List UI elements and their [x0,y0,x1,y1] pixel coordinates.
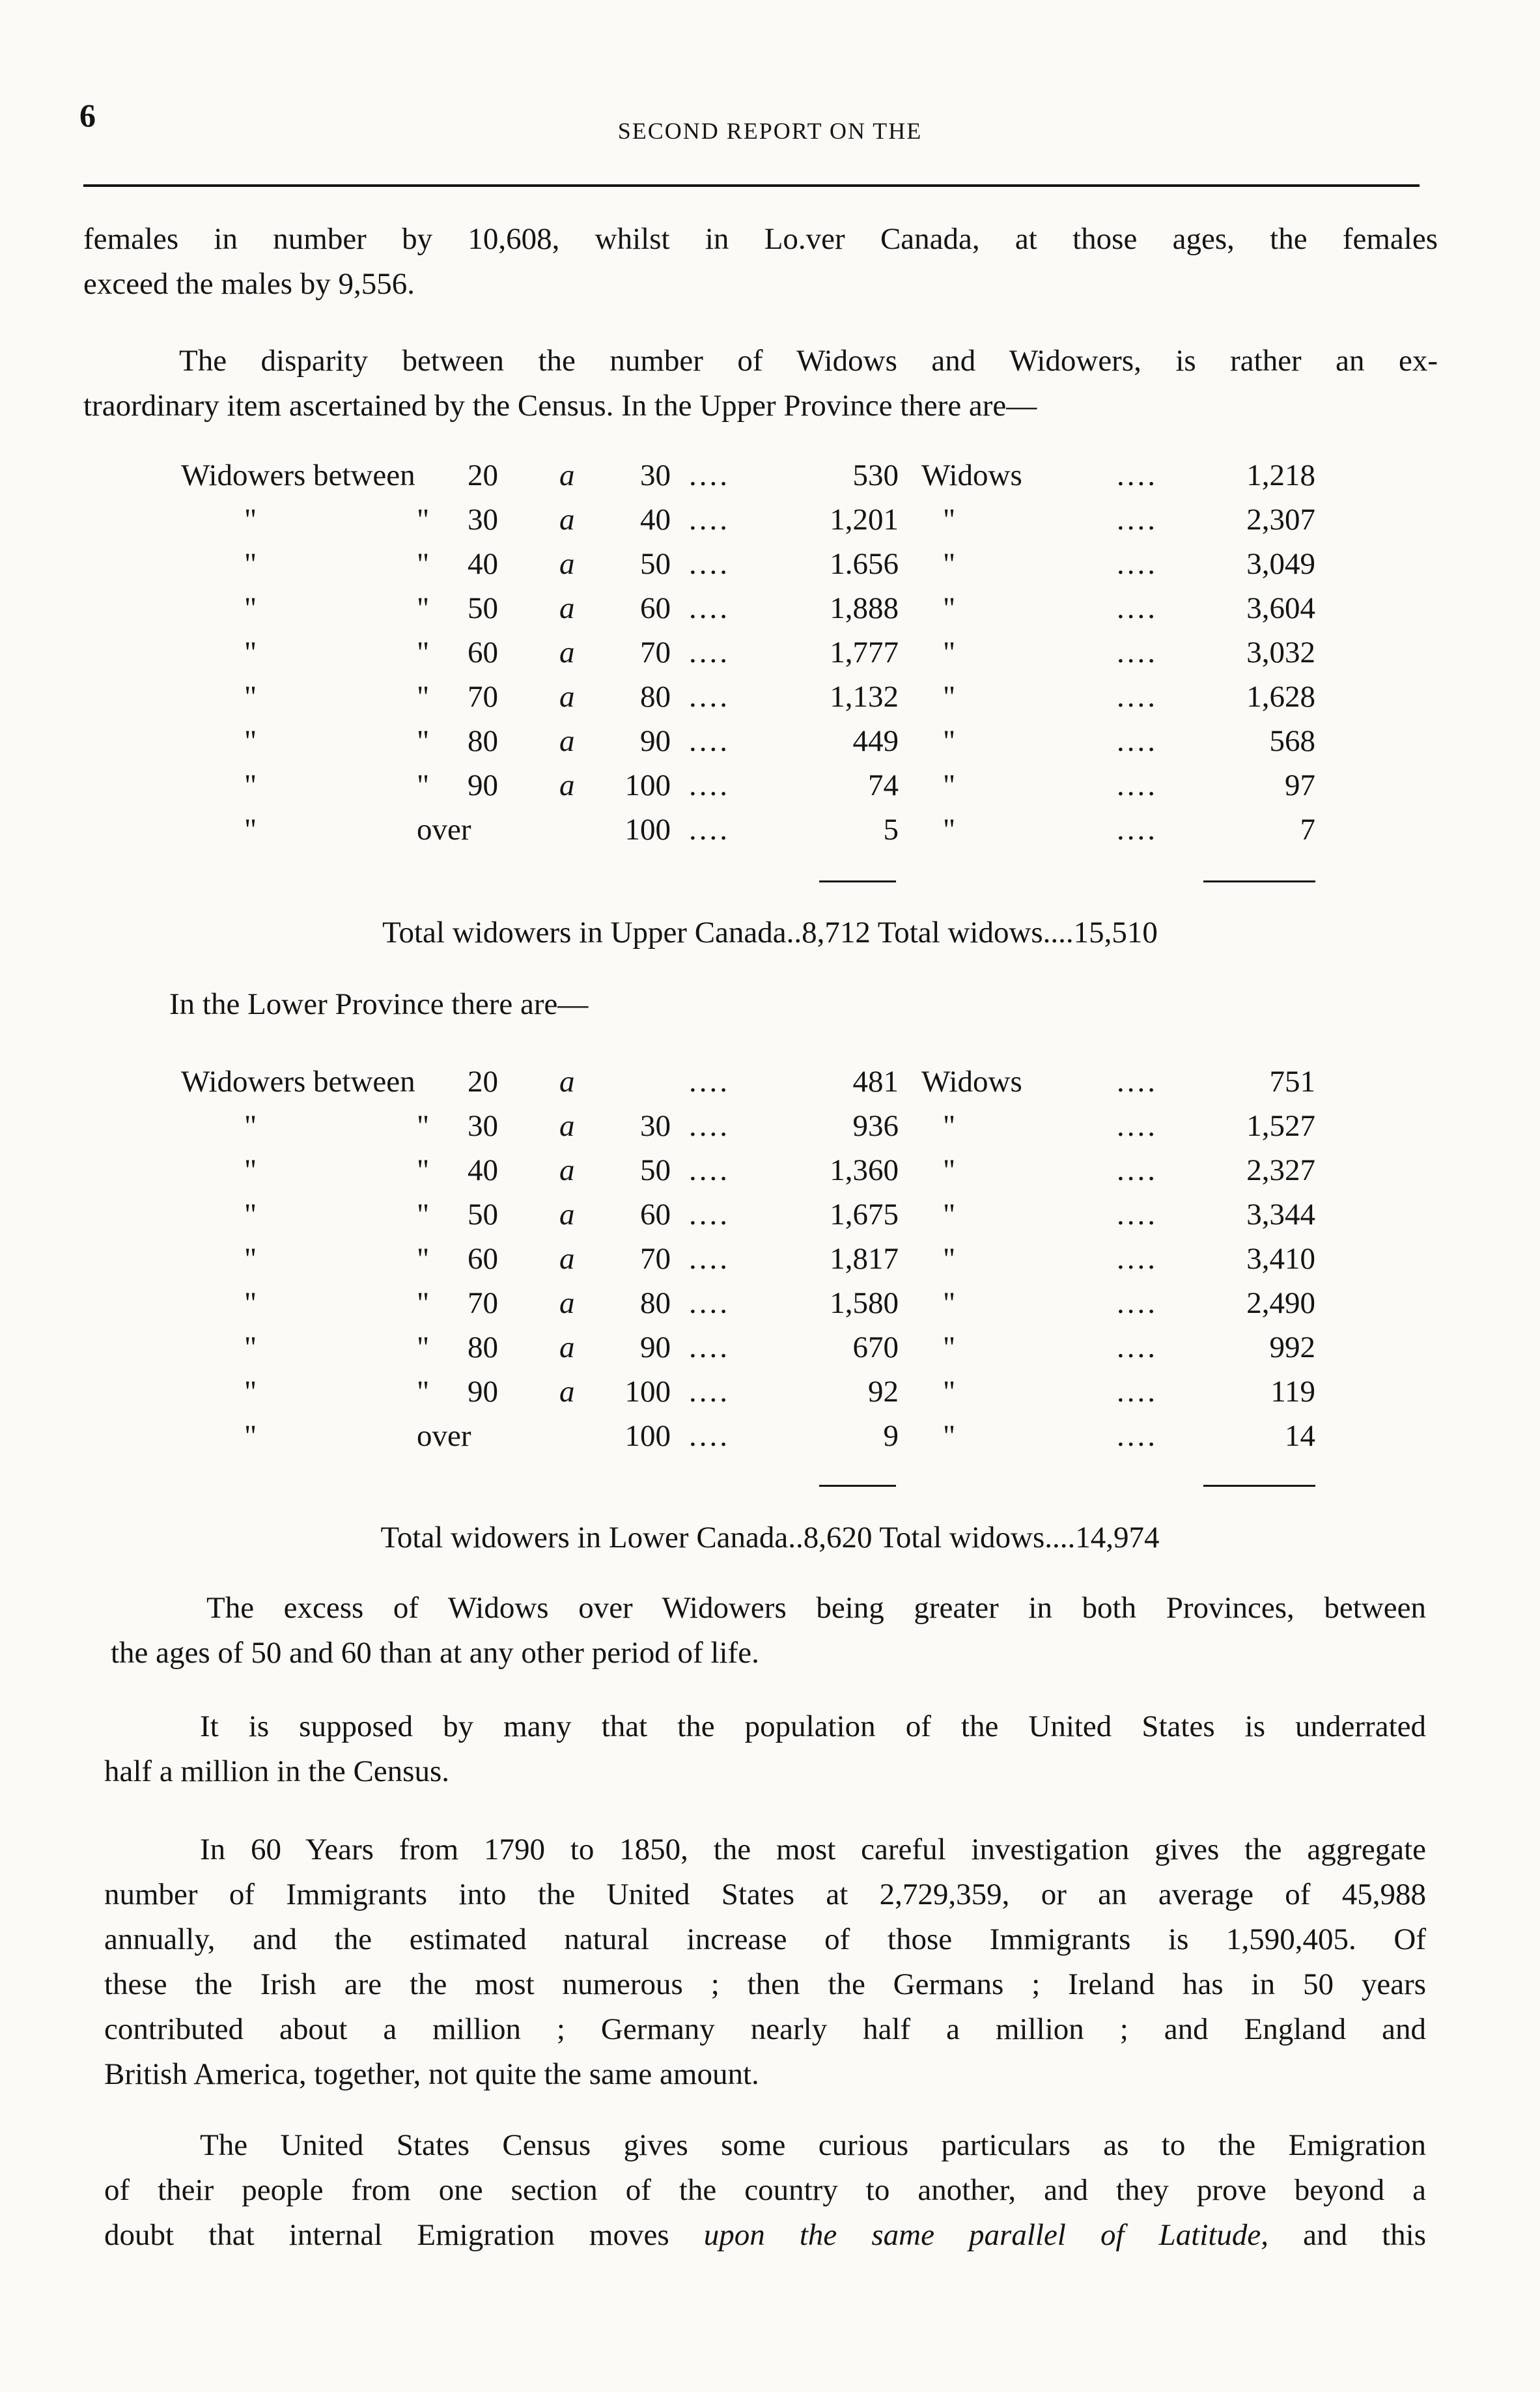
widows-count: 119 [1270,1375,1315,1409]
widowers-count: 670 [852,1330,899,1364]
text-run: and this [1268,2218,1426,2252]
sum-rule [819,880,896,882]
widowers-count: 1,817 [830,1242,899,1276]
text-line: of their people from one section of the country to another, and they prove beyond a [104,2173,1426,2207]
age-to: 40 [640,503,671,537]
table-row [0,1192,1540,1237]
leader-dots: .... [689,1419,730,1453]
age-from: 20 [468,458,498,492]
age-to: 30 [640,458,671,492]
ditto-mark: " [943,680,956,714]
leader-dots: .... [689,680,730,714]
ditto-mark: " [244,724,257,758]
age-connector: a [559,503,575,537]
age-from: 40 [468,547,498,581]
table-row [0,1325,1540,1370]
age-to: 100 [624,813,671,847]
leader-dots: .... [1117,680,1158,714]
table-row [0,542,1540,586]
leader-dots: .... [1117,1242,1158,1276]
text-line: In the Lower Province there are— [169,987,589,1021]
leader-dots: .... [1117,1375,1158,1409]
age-from: 80 [468,1330,498,1364]
widows-count: 1,218 [1246,458,1315,492]
sum-rule [819,1485,896,1487]
age-range-label: Widowers between [181,458,415,492]
ditto-mark: " [244,680,257,714]
sum-rule [1203,880,1315,882]
age-to: 100 [624,768,671,802]
widows-count: 97 [1285,768,1315,802]
ditto-mark: " [244,1286,257,1320]
over-label: over [417,1419,471,1453]
leader-dots: .... [1117,458,1158,492]
age-to: 80 [640,680,671,714]
age-to: 90 [640,724,671,758]
leader-dots: .... [689,547,730,581]
table-row [0,498,1540,542]
widows-label: Widows [921,1065,1022,1099]
widows-count: 2,327 [1246,1153,1315,1187]
ditto-mark: " [417,1153,430,1187]
widowers-count: 1,201 [830,503,899,537]
widowers-count: 1,132 [830,680,899,714]
widowers-count: 1.656 [830,547,899,581]
widowers-count: 481 [852,1065,899,1099]
text-line: The excess of Widows over Widowers being greater in both Provinces, between [206,1591,1426,1625]
leader-dots: .... [689,768,730,802]
widows-label: Widows [921,458,1022,492]
table-row [0,808,1540,852]
age-from: 90 [468,1375,498,1409]
age-connector: a [559,1198,575,1231]
text-line: annually, and the estimated natural increase of those Immigrants is 1,590,405. Of [104,1922,1426,1956]
ditto-mark: " [244,1375,257,1409]
widows-count: 1,628 [1246,680,1315,714]
widowers-count: 92 [868,1375,899,1409]
table-row [0,1104,1540,1148]
ditto-mark: " [943,636,956,669]
leader-dots: .... [689,724,730,758]
ditto-mark: " [943,1330,956,1364]
ditto-mark: " [417,1242,430,1276]
leader-dots: .... [1117,1065,1158,1099]
age-to: 70 [640,636,671,669]
age-from: 60 [468,636,498,669]
ditto-mark: " [943,547,956,581]
widowers-count: 936 [852,1109,899,1143]
ditto-mark: " [943,591,956,625]
ditto-mark: " [417,724,430,758]
age-to: 70 [640,1242,671,1276]
leader-dots: .... [1117,636,1158,669]
age-from: 30 [468,1109,498,1143]
leader-dots: .... [689,813,730,847]
widows-count: 7 [1300,813,1315,847]
text-line: half a million in the Census. [104,1754,449,1788]
age-connector: a [559,547,575,581]
age-to: 60 [640,591,671,625]
widowers-count: 9 [883,1419,899,1453]
age-from: 20 [468,1065,498,1099]
table-row [0,1060,1540,1104]
age-to: 50 [640,547,671,581]
ditto-mark: " [943,1375,956,1409]
widowers-count: 74 [868,768,899,802]
age-from: 30 [468,503,498,537]
age-connector: a [559,1109,575,1143]
paragraph-population [104,1704,1426,1794]
text-line: these the Irish are the most numerous ; then the Germans ; Ireland has in 50 years [104,1967,1426,2001]
sum-rule [1203,1485,1315,1487]
leader-dots: .... [689,1375,730,1409]
paragraph-continuation [83,217,1438,307]
widows-count: 1,527 [1246,1109,1315,1143]
age-to: 50 [640,1153,671,1187]
leader-dots: .... [1117,503,1158,537]
ditto-mark: " [943,1109,956,1143]
widowers-count: 1,777 [830,636,899,669]
age-to: 60 [640,1198,671,1231]
ditto-mark: " [244,547,257,581]
table-row [0,630,1540,675]
ditto-mark: " [943,768,956,802]
age-from: 40 [468,1153,498,1187]
age-connector: a [559,458,575,492]
table-row [0,586,1540,630]
ditto-mark: " [417,1375,430,1409]
table-row [0,1370,1540,1414]
age-from: 50 [468,591,498,625]
ditto-mark: " [244,1419,257,1453]
ditto-mark: " [244,503,257,537]
lower-total-line: Total widowers in Lower Canada..8,620 Total widows....14,974 [380,1521,1160,1555]
upper-total-line: Total widowers in Upper Canada..8,712 Total widows....15,510 [382,916,1158,950]
ditto-mark: " [943,813,956,847]
age-range-label: Widowers between [181,1065,415,1099]
widows-count: 2,307 [1246,503,1315,537]
leader-dots: .... [1117,1109,1158,1143]
leader-dots: .... [689,1242,730,1276]
age-to: 100 [624,1375,671,1409]
age-from: 60 [468,1242,498,1276]
ditto-mark: " [244,591,257,625]
text-line: the ages of 50 and 60 than at any other period of life. [111,1636,759,1670]
age-connector: a [559,636,575,669]
table-row [0,1414,1540,1458]
ditto-mark: " [417,1330,430,1364]
age-from: 70 [468,680,498,714]
leader-dots: .... [1117,547,1158,581]
age-from: 70 [468,1286,498,1320]
age-connector: a [559,724,575,758]
leader-dots: .... [689,636,730,669]
text-line: In 60 Years from 1790 to 1850, the most careful investigation gives the aggregate [200,1833,1426,1866]
text-line: It is supposed by many that the population of the United States is underrated [200,1710,1426,1743]
leader-dots: .... [1117,768,1158,802]
text-line: traordinary item ascertained by the Census. In the Upper Province there are— [83,389,1037,423]
age-connector: a [559,680,575,714]
widows-count: 14 [1285,1419,1315,1453]
ditto-mark: " [417,680,430,714]
leader-dots: .... [1117,1198,1158,1231]
leader-dots: .... [1117,724,1158,758]
ditto-mark: " [943,1419,956,1453]
ditto-mark: " [417,503,430,537]
text-line: contributed about a million ; Germany nearly half a million ; and England and [104,2012,1426,2046]
paragraph-emigration [104,2123,1426,2258]
ditto-mark: " [244,768,257,802]
leader-dots: .... [689,1330,730,1364]
ditto-mark: " [417,1198,430,1231]
leader-dots: .... [689,503,730,537]
ditto-mark: " [417,1286,430,1320]
leader-dots: .... [689,1286,730,1320]
age-connector: a [559,591,575,625]
leader-dots: .... [1117,1153,1158,1187]
text-line: The United States Census gives some curious particulars as to the Emigration [200,2128,1426,2162]
widows-count: 568 [1269,724,1315,758]
text-line [104,2213,1426,2258]
leader-dots: .... [689,591,730,625]
italic-run: upon the same parallel of Latitude, [703,2218,1269,2252]
age-from: 50 [468,1198,498,1231]
age-connector: a [559,1242,575,1276]
widowers-count: 1,888 [830,591,899,625]
age-connector: a [559,1153,575,1187]
ditto-mark: " [943,503,956,537]
page-number: 6 [79,97,96,134]
age-from: 90 [468,768,498,802]
ditto-mark: " [943,1286,956,1320]
header-rule [83,184,1420,187]
leader-dots: .... [689,1198,730,1231]
over-label: over [417,813,471,847]
text-line: exceed the males by 9,556. [83,267,415,301]
text-line: females in number by 10,608, whilst in Lo.ver Canada, at those ages, the females [83,222,1438,256]
widows-count: 751 [1269,1065,1315,1099]
table-row [0,1237,1540,1281]
leader-dots: .... [1117,591,1158,625]
table-row [0,675,1540,719]
widowers-count: 5 [883,813,899,847]
table-row [0,719,1540,763]
ditto-mark: " [244,1242,257,1276]
paragraph-immigrants [104,1827,1426,2097]
paragraph-excess [111,1586,1426,1676]
widowers-count: 1,580 [830,1286,899,1320]
text-line: The disparity between the number of Widows and Widowers, is rather an ex- [179,344,1438,378]
ditto-mark: " [244,636,257,669]
age-to: 100 [624,1419,671,1453]
table-row [0,1281,1540,1325]
age-to: 90 [640,1330,671,1364]
lower-province-intro [83,982,1438,1027]
paragraph-disparity [83,339,1438,429]
running-title: SECOND REPORT ON THE [617,118,923,144]
leader-dots: .... [689,1065,730,1099]
ditto-mark: " [417,1109,430,1143]
widowers-count: 1,675 [830,1198,899,1231]
age-from: 80 [468,724,498,758]
ditto-mark: " [244,813,257,847]
table-row [0,453,1540,498]
leader-dots: .... [689,458,730,492]
ditto-mark: " [244,1109,257,1143]
ditto-mark: " [943,1198,956,1231]
widows-count: 3,410 [1246,1242,1315,1276]
widowers-count: 530 [852,458,899,492]
ditto-mark: " [244,1198,257,1231]
age-to: 80 [640,1286,671,1320]
leader-dots: .... [1117,1286,1158,1320]
widows-count: 992 [1269,1330,1315,1364]
leader-dots: .... [1117,1419,1158,1453]
age-connector: a [559,768,575,802]
widows-count: 3,604 [1246,591,1315,625]
ditto-mark: " [417,636,430,669]
text-run: doubt that internal Emigration moves [104,2218,704,2252]
widowers-count: 1,360 [830,1153,899,1187]
table-row [0,1148,1540,1192]
widows-count: 3,032 [1246,636,1315,669]
lower-province-table [0,1060,1540,1458]
ditto-mark: " [244,1330,257,1364]
leader-dots: .... [689,1153,730,1187]
widowers-count: 449 [852,724,899,758]
ditto-mark: " [244,1153,257,1187]
ditto-mark: " [417,591,430,625]
age-connector: a [559,1286,575,1320]
ditto-mark: " [943,1242,956,1276]
age-connector: a [559,1375,575,1409]
ditto-mark: " [417,547,430,581]
leader-dots: .... [1117,813,1158,847]
age-to: 30 [640,1109,671,1143]
upper-province-table [0,453,1540,852]
widows-count: 2,490 [1246,1286,1315,1320]
leader-dots: .... [689,1109,730,1143]
leader-dots: .... [1117,1330,1158,1364]
ditto-mark: " [943,724,956,758]
text-line: number of Immigrants into the United States at 2,729,359, or an average of 45,988 [104,1878,1426,1911]
ditto-mark: " [417,768,430,802]
ditto-mark: " [943,1153,956,1187]
age-connector: a [559,1330,575,1364]
table-row [0,763,1540,808]
widows-count: 3,344 [1246,1198,1315,1231]
text-line: British America, together, not quite the same amount. [104,2057,759,2091]
widows-count: 3,049 [1246,547,1315,581]
age-connector: a [559,1065,575,1099]
